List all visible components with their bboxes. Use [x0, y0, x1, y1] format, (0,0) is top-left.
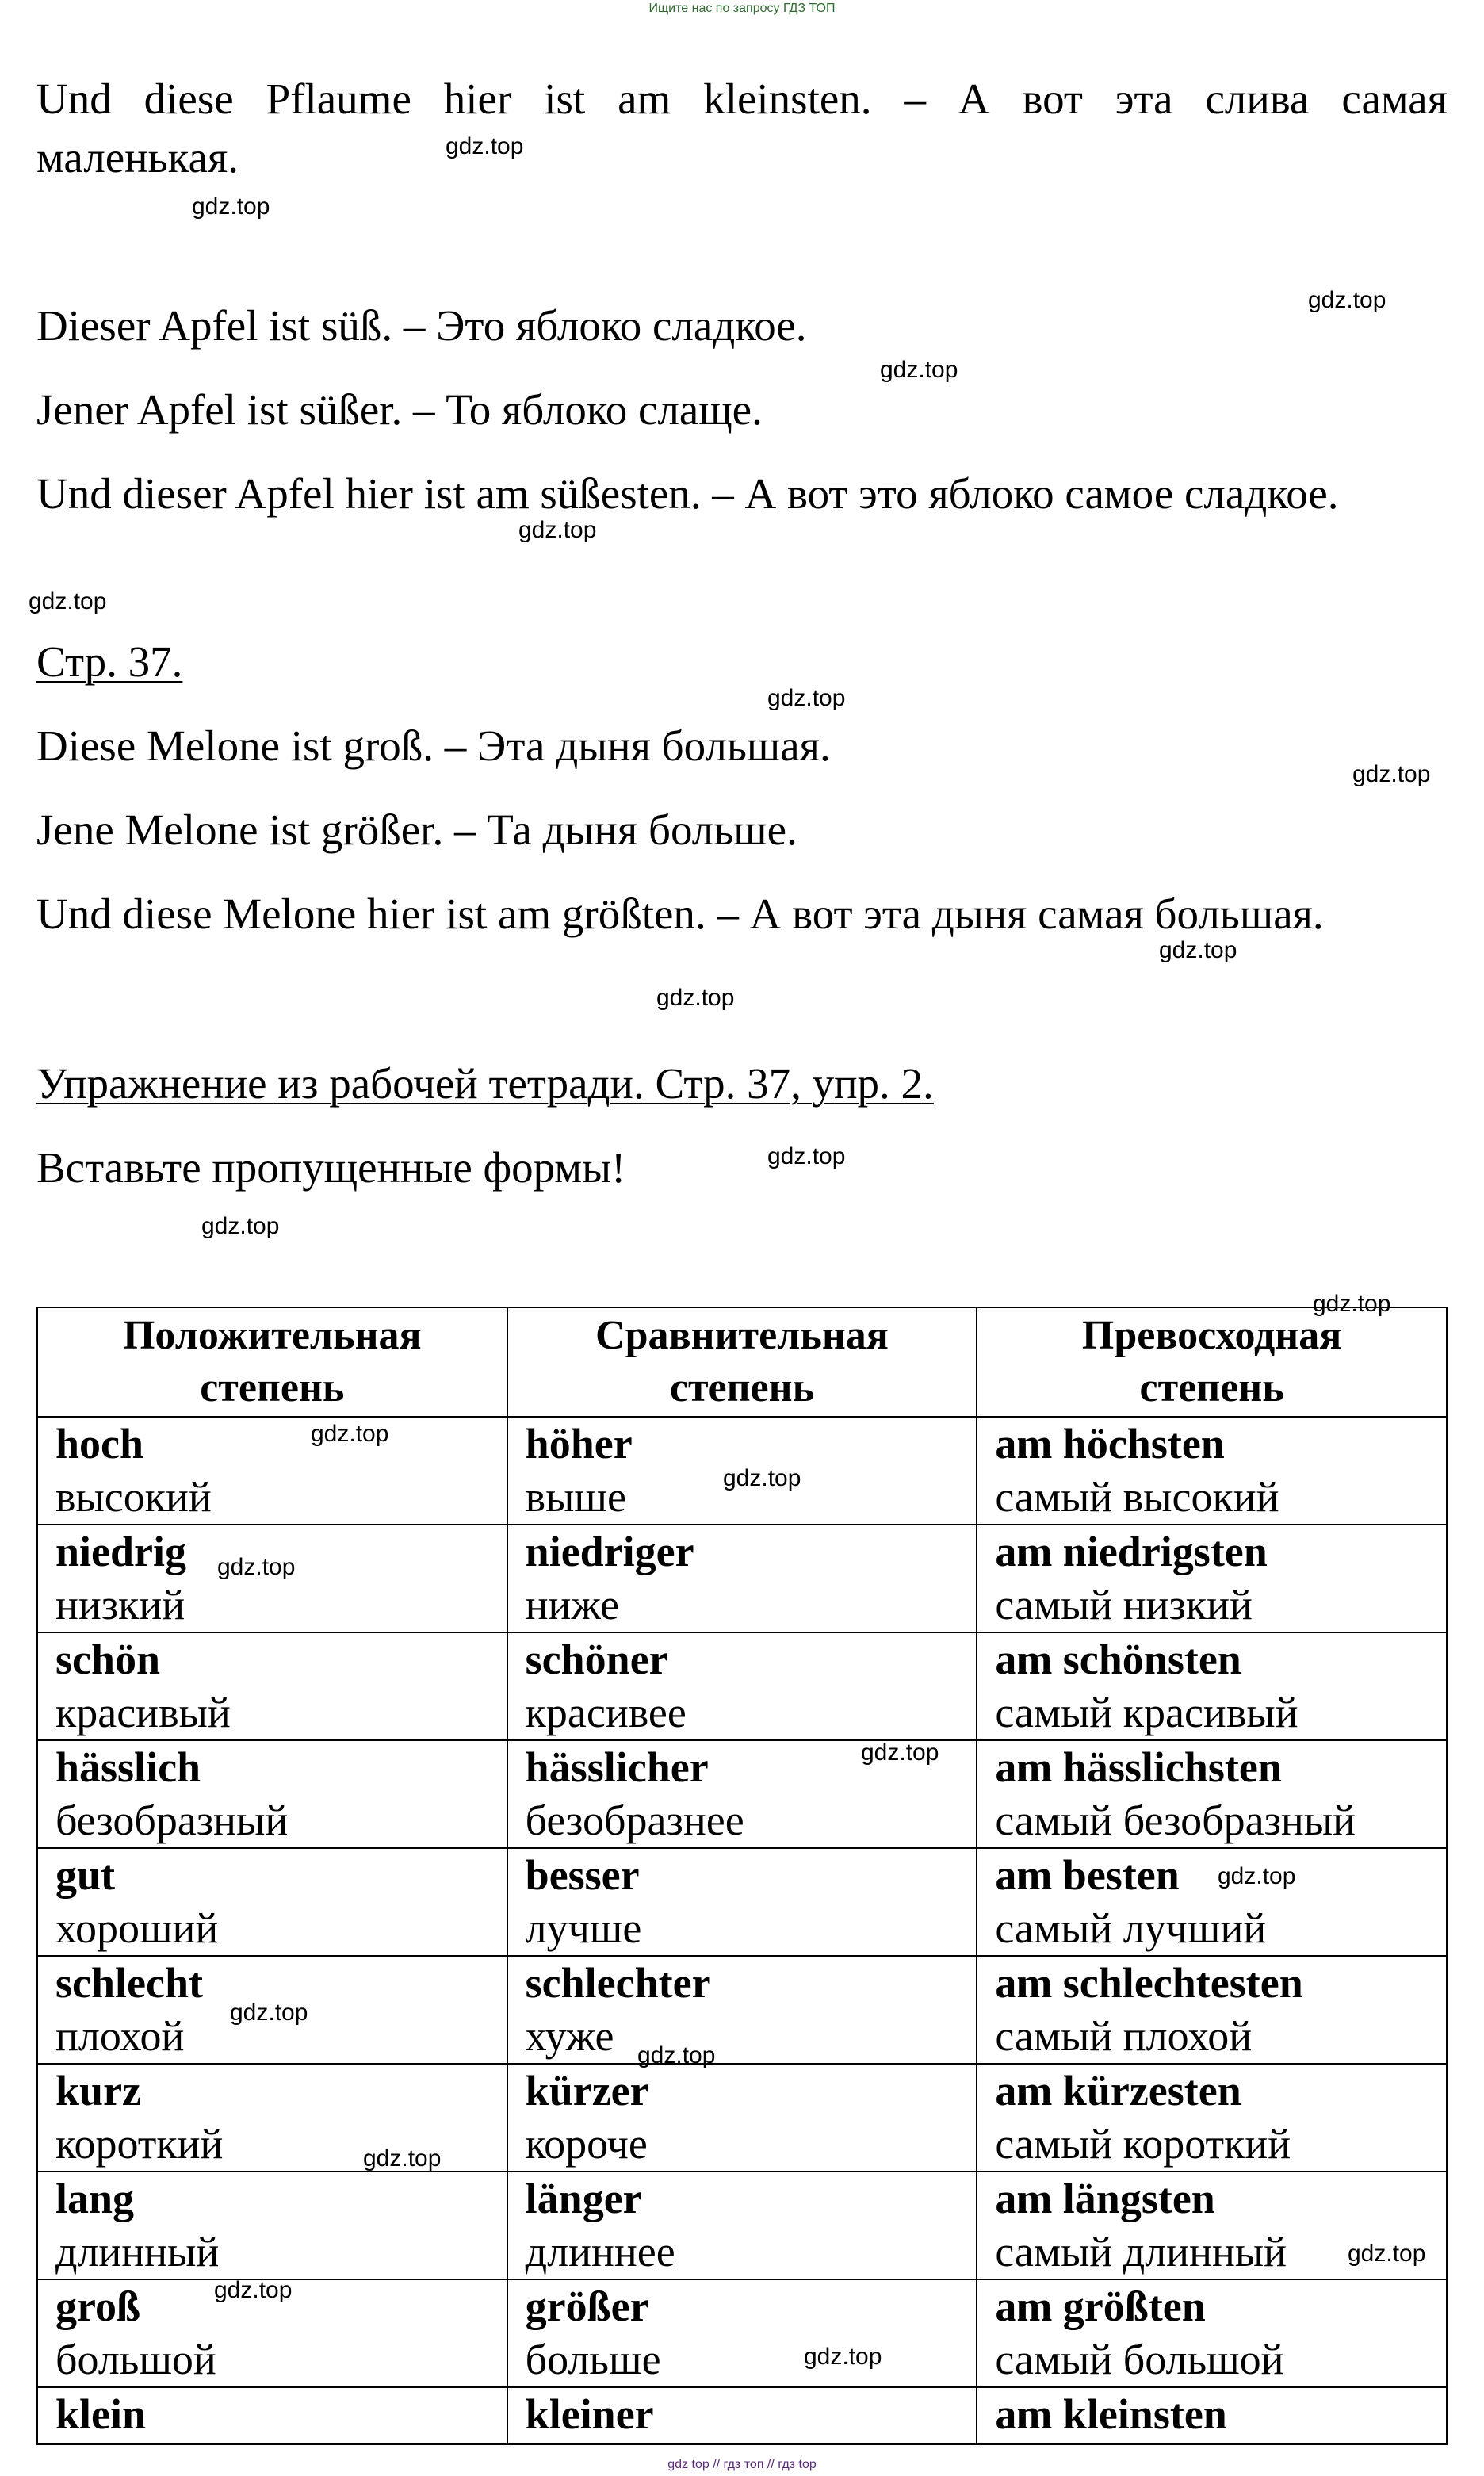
table-header-row [37, 1307, 1447, 1417]
russian-translation: самый короткий [995, 2120, 1291, 2168]
russian-translation: самый красивый [995, 1689, 1298, 1736]
russian-translation: ниже [525, 1581, 620, 1628]
cell-superlative [977, 2279, 1447, 2387]
german-form: am besten [995, 1851, 1180, 1899]
russian-translation: плохой [55, 2012, 185, 2060]
russian-translation: низкий [55, 1581, 186, 1628]
cell-positive [37, 2387, 507, 2444]
cell-superlative [977, 1417, 1447, 1525]
russian-translation: безобразнее [525, 1797, 744, 1844]
watermark: gdz.top [363, 2145, 442, 2172]
cell-comparative [507, 2172, 977, 2279]
cell-positive [37, 2172, 507, 2279]
russian-translation: выше [525, 1473, 626, 1521]
sentence-melone-2: Jene Melone ist größer. – Та дыня больше. [36, 806, 797, 854]
german-form: am längsten [995, 2175, 1215, 2222]
cell-comparative [507, 2064, 977, 2172]
page-reference: Стр. 37. [36, 637, 183, 686]
watermark: gdz.top [1218, 1863, 1296, 1889]
header-comparative: Сравнительная степень [507, 1307, 977, 1417]
russian-translation: длиннее [525, 2228, 675, 2275]
german-form: gut [55, 1851, 116, 1899]
top-banner: Ищите нас по запросу ГДЗ ТОП [648, 2, 836, 15]
russian-translation: короче [525, 2120, 648, 2168]
german-form: größer [525, 2283, 649, 2330]
german-form: hoch [55, 1420, 144, 1468]
russian-translation: безобразный [55, 1797, 289, 1844]
watermark: gdz.top [518, 517, 597, 543]
bottom-banner: gdz top // гдз топ // гдз top [667, 2458, 817, 2471]
cell-positive [37, 1848, 507, 1956]
sentence-apfel-3: Und dieser Apfel hier ist am süßesten. – А вот это яблоко самое сладкое. [36, 469, 1339, 518]
russian-translation: самый высокий [995, 1473, 1279, 1521]
russian-translation: самый большой [995, 2336, 1284, 2383]
watermark: gdz.top [192, 193, 270, 220]
russian-translation: самый длинный [995, 2228, 1287, 2275]
cell-comparative [507, 1525, 977, 1632]
exercise-instruction: Вставьте пропущенные формы! [36, 1143, 626, 1192]
watermark: gdz.top [767, 685, 846, 711]
header-positive: Положительная степень [37, 1307, 507, 1417]
russian-translation: больше [525, 2336, 661, 2383]
watermark: gdz.top [1313, 1291, 1391, 1317]
russian-translation: красивее [525, 1689, 687, 1736]
sentence-apfel-1: Dieser Apfel ist süß. – Это яблоко сладкое. [36, 301, 807, 350]
german-form: schön [55, 1636, 161, 1683]
russian-translation: длинный [55, 2228, 220, 2275]
russian-translation: хуже [525, 2012, 614, 2060]
german-form: schlecht [55, 1959, 203, 2007]
russian-translation: лучше [525, 1904, 642, 1952]
german-form: niedrig [55, 1528, 187, 1575]
german-form: kurz [55, 2067, 141, 2114]
watermark: gdz.top [1352, 761, 1431, 787]
cell-superlative [977, 2387, 1447, 2444]
cell-comparative [507, 2387, 977, 2444]
watermark: gdz.top [637, 2042, 716, 2068]
watermark: gdz.top [656, 985, 735, 1011]
table-row [37, 2064, 1447, 2172]
sentence-pflaume-line2: маленькая. [36, 133, 239, 182]
watermark: gdz.top [880, 357, 958, 383]
german-form: am kürzesten [995, 2067, 1241, 2114]
german-form: am höchsten [995, 1420, 1225, 1468]
german-form: kleiner [525, 2390, 654, 2438]
cell-superlative [977, 1848, 1447, 1956]
watermark: gdz.top [804, 2344, 882, 2370]
cell-comparative [507, 1632, 977, 1740]
header-superlative: Превосходная степень [977, 1307, 1447, 1417]
watermark: gdz.top [446, 133, 524, 159]
german-form: hässlicher [525, 1743, 709, 1791]
german-form: klein [55, 2390, 147, 2438]
russian-translation: самый лучший [995, 1904, 1267, 1952]
german-form: höher [525, 1420, 633, 1468]
watermark: gdz.top [1348, 2241, 1426, 2267]
watermark: gdz.top [217, 1554, 296, 1580]
german-form: länger [525, 2175, 642, 2222]
cell-comparative [507, 2279, 977, 2387]
cell-superlative [977, 1525, 1447, 1632]
sentence-apfel-2: Jener Apfel ist süßer. – То яблоко слаще. [36, 385, 763, 434]
russian-translation: самый плохой [995, 2012, 1253, 2060]
russian-translation: большой [55, 2336, 216, 2383]
cell-comparative [507, 1956, 977, 2064]
watermark: gdz.top [1159, 937, 1237, 963]
table-row [37, 1740, 1447, 1848]
watermark: gdz.top [230, 2000, 308, 2026]
russian-translation: короткий [55, 2120, 224, 2168]
russian-translation: хороший [55, 1904, 219, 1952]
table-row [37, 2387, 1447, 2444]
german-form: am schönsten [995, 1636, 1241, 1683]
watermark: gdz.top [723, 1465, 801, 1491]
russian-translation: самый безобразный [995, 1797, 1356, 1844]
table-row [37, 2172, 1447, 2279]
watermark: gdz.top [311, 1421, 389, 1447]
german-form: besser [525, 1851, 640, 1899]
russian-translation: самый низкий [995, 1581, 1253, 1628]
watermark: gdz.top [201, 1213, 280, 1239]
german-form: am niedrigsten [995, 1528, 1268, 1575]
german-form: am hässlichsten [995, 1743, 1282, 1791]
cell-comparative [507, 1848, 977, 1956]
cell-superlative [977, 1740, 1447, 1848]
cell-superlative [977, 2064, 1447, 2172]
german-form: niedriger [525, 1528, 694, 1575]
german-form: hässlich [55, 1743, 201, 1791]
german-form: groß [55, 2283, 141, 2330]
table-row [37, 1632, 1447, 1740]
watermark: gdz.top [214, 2277, 293, 2303]
watermark: gdz.top [29, 588, 107, 614]
german-form: am schlechtesten [995, 1959, 1303, 2007]
watermark: gdz.top [1308, 287, 1386, 313]
german-form: am kleinsten [995, 2390, 1227, 2438]
russian-translation: красивый [55, 1689, 231, 1736]
german-form: schöner [525, 1636, 668, 1683]
cell-positive [37, 1632, 507, 1740]
cell-superlative [977, 1632, 1447, 1740]
cell-positive [37, 1417, 507, 1525]
cell-positive [37, 1740, 507, 1848]
exercise-title: Упражнение из рабочей тетради. Стр. 37, упр. 2. [36, 1059, 934, 1108]
german-form: am größten [995, 2283, 1206, 2330]
watermark: gdz.top [767, 1143, 846, 1169]
german-form: kürzer [525, 2067, 649, 2114]
german-form: schlechter [525, 1959, 711, 2007]
sentence-melone-3: Und diese Melone hier ist am größten. – А вот эта дыня самая большая. [36, 890, 1324, 938]
sentence-pflaume-line1: Und diese Pflaume hier ist am kleinsten. – А вот эта слива самая [36, 75, 1448, 123]
cell-superlative [977, 1956, 1447, 2064]
watermark: gdz.top [861, 1739, 939, 1766]
german-form: lang [55, 2175, 135, 2222]
russian-translation: высокий [55, 1473, 212, 1521]
sentence-melone-1: Diese Melone ist groß. – Эта дыня большая. [36, 721, 831, 770]
